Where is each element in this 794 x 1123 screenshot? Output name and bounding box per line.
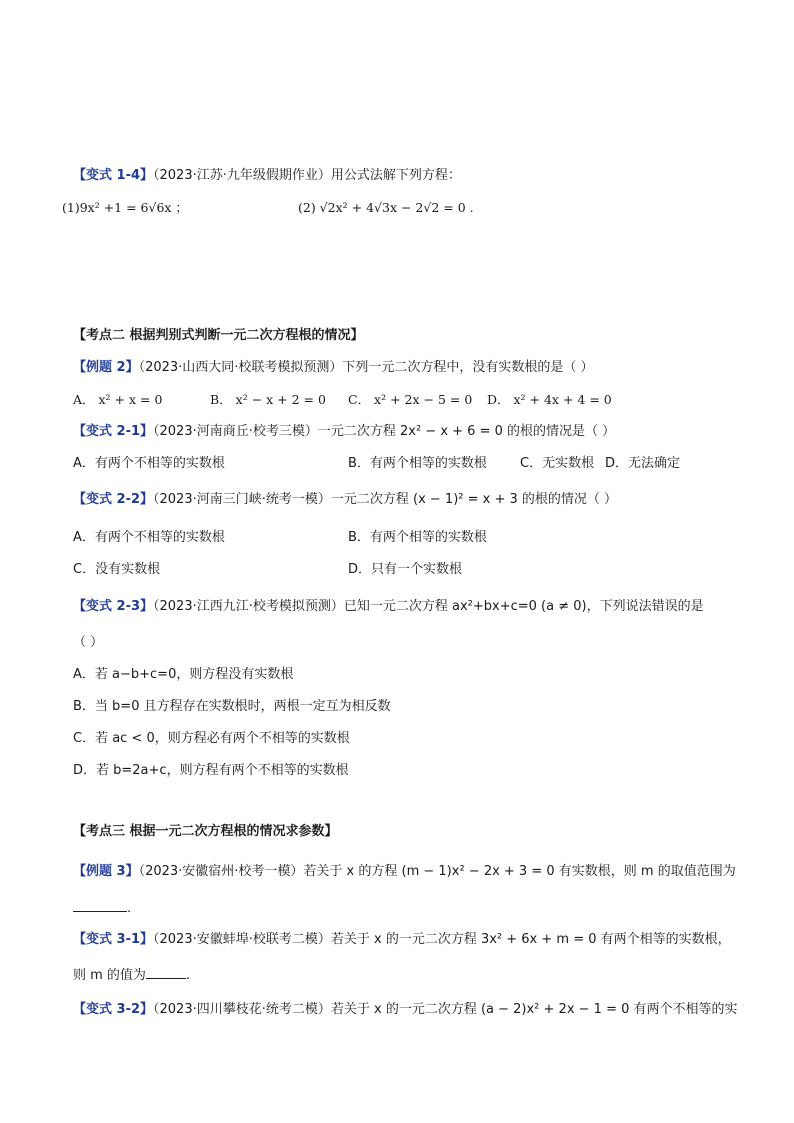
- problem-2-3-paren: （ ）: [73, 635, 104, 650]
- problem-text: （2023·河南三门峡·统考一模）一元二次方程 (x − 1)² = x + 3 的根的情况（ ）: [153, 492, 618, 507]
- problem-2-1-option-c: C．无实数根: [520, 456, 595, 471]
- problem-2-2-option-a: A．有两个不相等的实数根: [73, 530, 225, 545]
- problem-2-1-option-d: D．无法确定: [605, 456, 681, 471]
- problem-2-1-option-b: B．有两个相等的实数根: [348, 456, 487, 471]
- problem-1-4-part-2: (2) √2x² + 4√3x − 2√2 = 0 .: [298, 200, 474, 215]
- problem-2-2-header: [73, 491, 617, 509]
- problem-3-1-line-2: [73, 964, 190, 985]
- problem-tag: 【变式 3-2】: [73, 1002, 154, 1017]
- problem-2-2-option-d: D．只有一个实数根: [348, 562, 463, 577]
- problem-text: （2023·四川攀枝花·统考二模）若关于 x 的一元二次方程 (a − 2)x² + 2x − 1 = 0 有两个不相等的实: [153, 1002, 738, 1017]
- problem-2-3-option-d: D．若 b=2a+c，则方程有两个不相等的实数根: [73, 763, 349, 778]
- problem-1-4-header: [73, 167, 461, 185]
- sentence-end: .: [127, 901, 132, 916]
- problem-2-3-header: [73, 598, 704, 616]
- problem-text: （2023·安徽宿州·校考一模）若关于 x 的方程 (m − 1)x² − 2x + 3 = 0 有实数根，则 m 的取值范围为: [138, 864, 736, 879]
- example-2-option-d: D． x² + 4x + 4 = 0: [487, 392, 612, 407]
- problem-text: （2023·江西九江·校考模拟预测）已知一元二次方程 ax²+bx+c=0 (a ≠ 0)，下列说法错误的是: [153, 599, 704, 614]
- problem-2-3-option-a: A．若 a−b+c=0，则方程没有实数根: [73, 667, 294, 682]
- problem-text: （2023·山西大同·校联考模拟预测）下列一元二次方程中，没有实数根的是（ ）: [138, 360, 594, 375]
- problem-2-1-header: [73, 423, 615, 441]
- answer-blank[interactable]: [146, 964, 186, 979]
- problem-tag: 【变式 3-1】: [73, 932, 154, 947]
- sentence-end: .: [185, 968, 191, 983]
- problem-tag: 【变式 2-2】: [73, 492, 154, 507]
- section-3-title: 【考点三 根据一元二次方程根的情况求参数】: [73, 824, 338, 839]
- problem-text: 则 m 的值为: [73, 968, 146, 983]
- example-3-header: [73, 863, 736, 881]
- problem-tag: 【变式 2-1】: [73, 424, 154, 439]
- example-2-header: [73, 359, 594, 377]
- problem-text: （2023·安徽蚌埠·校联考二模）若关于 x 的一元二次方程 3x² + 6x + m = 0 有两个相等的实数根，: [153, 932, 731, 947]
- problem-2-3-option-b: B．当 b=0 且方程存在实数根时，两根一定互为相反数: [73, 699, 391, 714]
- problem-text: （2023·江苏·九年级假期作业）用公式法解下列方程：: [153, 168, 461, 183]
- problem-3-2-header: [73, 1001, 738, 1019]
- problem-2-2-option-b: B．有两个相等的实数根: [348, 530, 487, 545]
- example-3-answer-line: [73, 897, 131, 918]
- problem-2-1-option-a: A．有两个不相等的实数根: [73, 456, 225, 471]
- problem-text: （2023·河南商丘·校考三模）一元二次方程 2x² − x + 6 = 0 的根的情况是（ ）: [153, 424, 616, 439]
- problem-3-1-header: [73, 931, 731, 949]
- problem-tag: 【变式 2-3】: [73, 599, 154, 614]
- problem-2-3-option-c: C．若 ac < 0，则方程必有两个不相等的实数根: [73, 731, 350, 746]
- problem-tag: 【例题 2】: [73, 360, 139, 375]
- example-2-option-c: C． x² + 2x − 5 = 0: [348, 392, 473, 407]
- section-2-title: 【考点二 根据判别式判断一元二次方程根的情况】: [73, 328, 364, 343]
- problem-tag: 【变式 1-4】: [73, 168, 154, 183]
- example-2-option-b: B． x² − x + 2 = 0: [210, 392, 326, 407]
- answer-blank[interactable]: [73, 897, 127, 912]
- problem-tag: 【例题 3】: [73, 864, 139, 879]
- example-2-option-a: A． x² + x = 0: [73, 392, 163, 407]
- problem-1-4-part-1: (1)9x² +1 = 6√6x ；: [62, 200, 188, 215]
- problem-2-2-option-c: C．没有实数根: [73, 562, 161, 577]
